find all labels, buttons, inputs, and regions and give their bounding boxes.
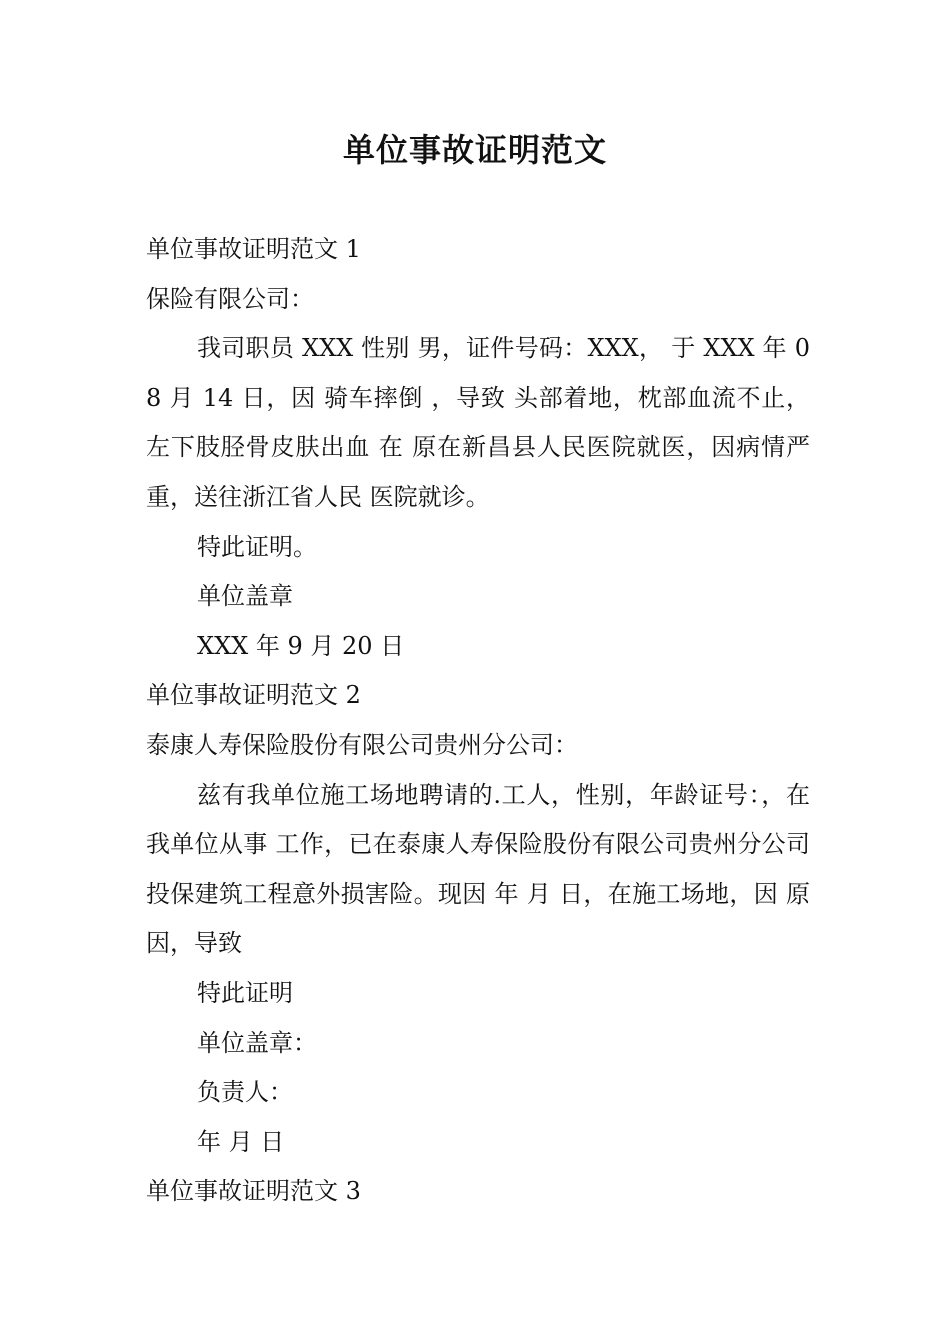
section-1-date: XXX 年 9 月 20 日 [197,631,405,660]
section-1-body: 我司职员 XXX 性别 男，证件号码：XXX， 于 XXX 年 08 月 14 日，因 骑车摔倒 ，导致 头部着地，枕部血流不止，左下肢胫骨皮肤出血 在 原在新昌县人民医院就医，因病情严重，送往浙江省人民 医院就诊。 [146,334,810,511]
section-1-closing: 特此证明。 [197,532,317,561]
document-title: 单位事故证明范文 [342,131,607,169]
section-3-heading: 单位事故证明范文 3 [146,1177,361,1206]
section-1-recipient: 保险有限公司： [146,284,314,313]
section-2-recipient: 泰康人寿保险股份有限公司贵州分公司： [146,730,578,759]
section-1-seal: 单位盖章 [197,582,293,611]
section-2-seal: 单位盖章： [197,1028,317,1057]
section-2-closing: 特此证明 [197,978,293,1007]
section-2-body: 兹有我单位施工场地聘请的.工人，性别，年龄证号：，在我单位从事 工作，已在泰康人寿保险股份有限公司贵州分公司投保建筑工程意外损害险。现因 年 月 日，在施工场地，因 原因，导致 [146,780,810,958]
document-body [146,225,810,1217]
section-2-date: 年 月 日 [197,1127,285,1156]
section-2-heading: 单位事故证明范文 2 [146,681,361,710]
section-1-heading: 单位事故证明范文 1 [146,235,361,263]
section-2-responsible: 负责人： [197,1078,293,1107]
